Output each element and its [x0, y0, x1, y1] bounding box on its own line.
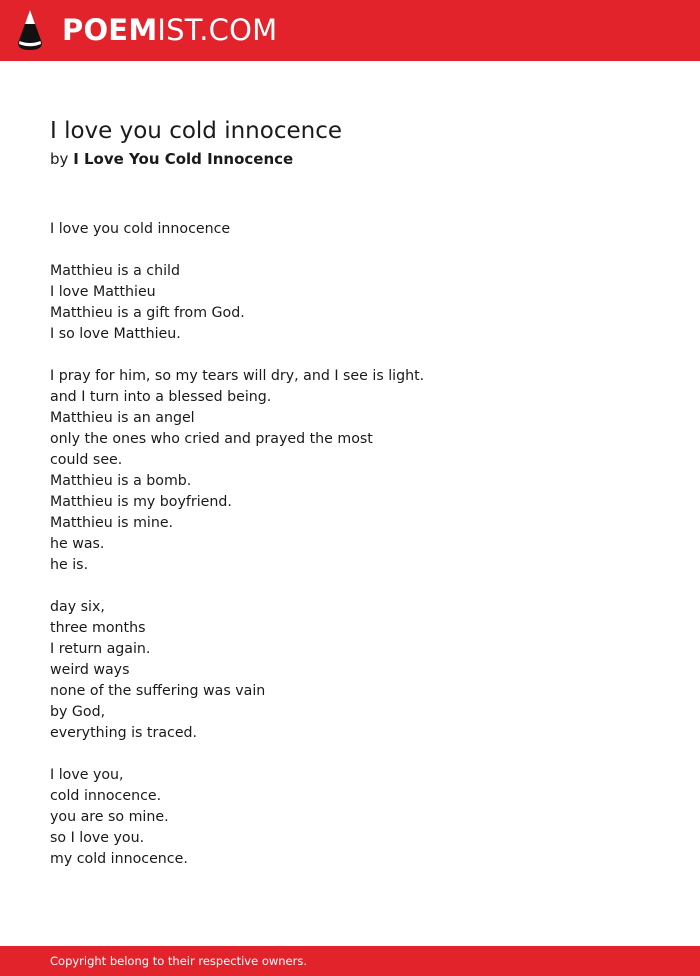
poem-line: I return again. — [50, 641, 151, 657]
stanza-break — [50, 576, 650, 597]
poem-line: and I turn into a blessed being. — [50, 389, 272, 405]
stanza-break — [50, 345, 650, 366]
poem-line: Matthieu is my boyfriend. — [50, 494, 232, 510]
pencil-tip-icon — [17, 9, 43, 51]
site-logo[interactable] — [17, 9, 277, 51]
site-logo-text — [62, 9, 277, 51]
poem-line: I pray for him, so my tears will dry, and I see is light. — [50, 368, 425, 384]
logo-text-light: IST.COM — [157, 13, 278, 47]
poem-line: I love you cold innocence — [50, 221, 231, 237]
stanza-break — [50, 744, 650, 765]
poem-line: Matthieu is a bomb. — [50, 473, 192, 489]
poem-byline — [50, 148, 293, 170]
site-header — [0, 0, 700, 61]
poem-line: cold innocence. — [50, 788, 162, 804]
poem-author: I Love You Cold Innocence — [73, 150, 294, 168]
poem-line: only the ones who cried and prayed the most — [50, 431, 373, 447]
poem-line: could see. — [50, 452, 123, 468]
copyright-notice: Copyright belong to their respective owners. — [50, 954, 308, 968]
poem-line: you are so mine. — [50, 809, 169, 825]
poem-line: day six, — [50, 599, 105, 615]
poem-line: by God, — [50, 704, 106, 720]
poem-line: Matthieu is an angel — [50, 410, 195, 426]
stanza-break — [50, 240, 650, 261]
poem-line: so I love you. — [50, 830, 145, 846]
poem-line: everything is traced. — [50, 725, 198, 741]
poem-title: I love you cold innocence — [50, 118, 343, 144]
poem-line: three months — [50, 620, 146, 636]
poem-line: he is. — [50, 557, 89, 573]
poem-line: Matthieu is a child — [50, 263, 180, 279]
poem-line: I love you, — [50, 767, 124, 783]
poem-body — [50, 219, 650, 870]
poem-line: he was. — [50, 536, 105, 552]
poem-line: I so love Matthieu. — [50, 326, 181, 342]
poem-line: Matthieu is a gift from God. — [50, 305, 245, 321]
poem-line: my cold innocence. — [50, 851, 188, 867]
poem-line: I love Matthieu — [50, 284, 156, 300]
by-label: by — [50, 150, 69, 168]
poem-line: Matthieu is mine. — [50, 515, 174, 531]
logo-text-bold: POEM — [62, 13, 158, 47]
poem-line: weird ways — [50, 662, 130, 678]
poem-line: none of the suffering was vain — [50, 683, 266, 699]
site-footer — [0, 946, 700, 976]
